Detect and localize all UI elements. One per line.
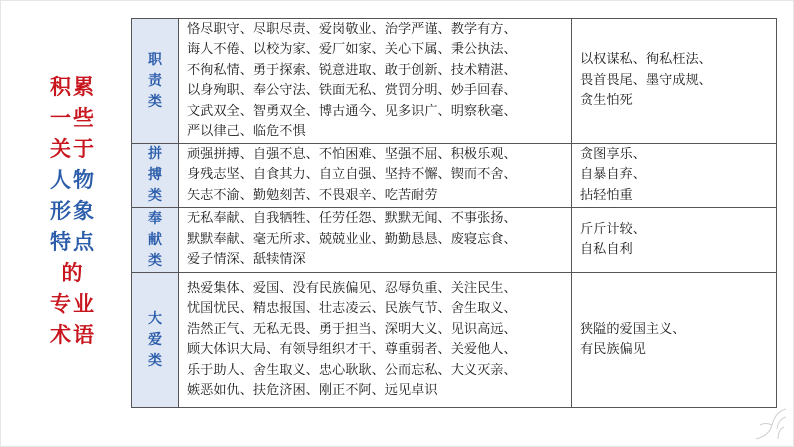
table-row (132, 144, 777, 208)
term-line: 乐于助人、舍生取义、忠心耿耿、公而忘私、大义灭亲、 (187, 362, 517, 378)
term-line: 诲人不倦、以校为家、爱厂如家、关心下属、秉公执法、 (187, 42, 517, 57)
term-line: 有民族偏见 (580, 342, 646, 357)
negative-terms-cell (572, 19, 777, 144)
term-line: 以身殉职、奉公守法、铁面无私、赏罚分明、妙手回春、 (187, 83, 517, 98)
negative-terms-cell (572, 208, 777, 273)
heading-line: 积累 (50, 75, 96, 99)
negative-terms-cell (572, 144, 777, 208)
term-line: 狭隘的爱国主义、 (580, 321, 686, 337)
term-line: 顾大体识大局、有领导组织才干、尊重弱者、关爱他人、 (187, 342, 517, 357)
term-line: 严以律己、临危不惧 (187, 124, 306, 139)
term-line: 畏首畏尾、墨守成规、 (580, 72, 712, 88)
term-line: 自暴自弃、 (580, 167, 646, 183)
term-line: 默默奉献、毫无所求、兢兢业业、勤勤恳恳、废寝忘食、 (187, 231, 517, 247)
heading-line: 人物 (50, 168, 96, 192)
term-line: 身残志坚、自食其力、自立自强、坚持不懈、锲而不舍、 (187, 167, 517, 183)
positive-terms-cell (179, 144, 572, 208)
term-line: 贪生怕死 (580, 93, 633, 109)
terms-table (131, 18, 777, 408)
term-line: 忧国忧民、精忠报国、壮志凌云、民族气节、舍生取义、 (187, 301, 517, 316)
heading-line: 术语 (50, 323, 96, 347)
positive-terms-cell (179, 19, 572, 144)
term-line: 顽强拼搏、自强不息、不怕困难、坚强不屈、积极乐观、 (187, 146, 517, 162)
term-line: 斤斤计较、 (580, 221, 646, 237)
side-heading (44, 72, 102, 351)
term-line: 不徇私情、勇于探索、锐意进取、敢于创新、技术精湛、 (187, 62, 517, 78)
heading-line: 关于 (50, 137, 96, 161)
term-line: 爱子情深、舐犊情深 (187, 252, 306, 268)
positive-terms-cell (179, 208, 572, 273)
corner-ornament-icon (748, 403, 788, 443)
table-row (132, 19, 777, 144)
category-cell: 奉献类 (132, 208, 179, 273)
heading-line: 特点 (50, 230, 96, 254)
heading-line: 的 (61, 261, 85, 285)
term-line: 自私自利 (580, 242, 633, 257)
positive-terms-cell (179, 273, 572, 408)
term-line: 热爱集体、爱国、没有民族偏见、忍辱负重、关注民生、 (187, 280, 517, 296)
category-cell: 拼搏类 (132, 144, 179, 208)
term-line: 浩然正气、无私无畏、勇于担当、深明大义、见识高远、 (187, 321, 517, 337)
table-row (132, 208, 777, 273)
term-line: 贪图享乐、 (580, 146, 646, 162)
term-line: 以权谋私、徇私枉法、 (580, 52, 712, 68)
heading-line: 形象 (50, 199, 96, 223)
term-line: 嫉恶如仇、扶危济困、刚正不阿、远见卓识 (187, 383, 438, 398)
term-line: 无私奉献、自我牺牲、任劳任怨、默默无闻、不事张扬、 (187, 211, 517, 227)
category-cell: 职责类 (132, 19, 179, 144)
term-line: 文武双全、智勇双全、博古通今、见多识广、明察秋毫、 (187, 103, 517, 119)
term-line: 拈轻怕重 (580, 187, 633, 203)
term-line: 矢志不渝、勤勉刻苦、不畏艰辛、吃苦耐劳 (187, 187, 438, 203)
negative-terms-cell (572, 273, 777, 408)
category-cell: 大爱类 (132, 273, 179, 408)
heading-line: 专业 (50, 292, 96, 316)
term-line: 恪尽职守、尽职尽责、爱岗敬业、治学严谨、教学有方、 (187, 21, 517, 37)
heading-line: 一些 (50, 106, 96, 130)
table-row (132, 273, 777, 408)
